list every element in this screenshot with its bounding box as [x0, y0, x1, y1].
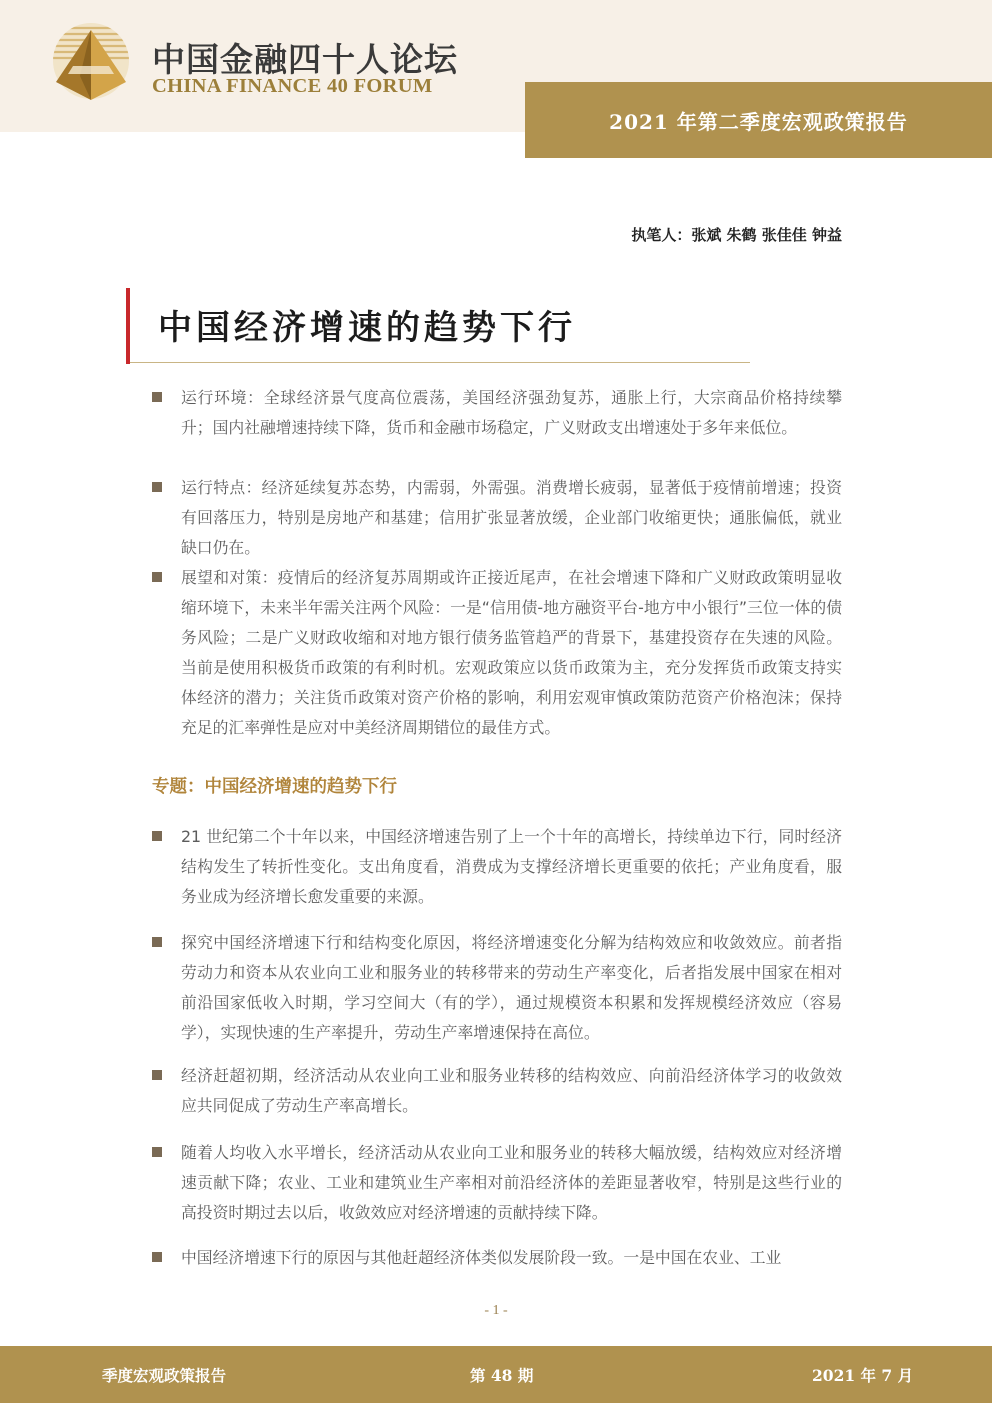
forum-logo-icon	[50, 20, 132, 104]
bullet-square-icon	[152, 482, 162, 492]
footer-band	[0, 1346, 992, 1403]
summary-item-text: 运行环境：全球经济景气度高位震荡，美国经济强劲复苏，通胀上行，大宗商品价格持续攀升；国内社融增速持续下降，货币和金融市场稳定，广义财政支出增速处于多年来低位。	[181, 388, 842, 437]
bullet-square-icon	[152, 1070, 162, 1080]
report-title: 2021 年第二季度宏观政策报告	[609, 109, 908, 134]
summary-item-text: 展望和对策：疫情后的经济复苏周期或许正接近尾声，在社会增速下降和广义财政政策明显收缩环境下，未来半年需关注两个风险：一是“信用债-地方融资平台-地方中小银行”三位一体的债务风险；二是广义财政收缩和对地方银行债务监管趋严的背景下，基建投资存在失速的风险。当前是使用积极货币政策的有利时机。宏观政策应以货币政策为主，充分发挥货币政策支持实体经济的潜力；关注货币政策对资产价格的影响，利用宏观审慎政策防范资产价格泡沫；保持充足的汇率弹性是应对中美经济周期错位的最佳方式。	[181, 568, 842, 737]
section-item	[152, 1138, 842, 1228]
section-item-text: 中国经济增速下行的原因与其他赶超经济体类似发展阶段一致。一是中国在农业、工业	[181, 1248, 782, 1267]
section-item	[152, 1061, 842, 1121]
footer-date: 2021 年 7 月	[812, 1366, 914, 1385]
bullet-square-icon	[152, 1147, 162, 1157]
bullet-square-icon	[152, 937, 162, 947]
footer-report-name: 季度宏观政策报告	[102, 1366, 227, 1385]
brand-english-name: CHINA FINANCE 40 FORUM	[152, 75, 433, 97]
section-item	[152, 1243, 842, 1273]
footer-issue-number: 第 48 期	[470, 1366, 534, 1385]
section-item-text: 21 世纪第二个十年以来，中国经济增速告别了上一个十年的高增长，持续单边下行，同时经济结构发生了转折性变化。支出角度看，消费成为支撑经济增长更重要的依托；产业角度看，服务业成为经济增长愈发重要的来源。	[181, 827, 842, 906]
section-item	[152, 928, 842, 1048]
section-item-text: 随着人均收入水平增长，经济活动从农业向工业和服务业的转移大幅放缓，结构效应对经济增速贡献下降；农业、工业和建筑业生产率相对前沿经济体的差距显著收窄，特别是这些行业的高投资时期过去以后，收敛效应对经济增速的贡献持续下降。	[181, 1143, 842, 1222]
summary-item-text: 运行特点：经济延续复苏态势，内需弱，外需强。消费增长疲弱，显著低于疫情前增速；投资有回落压力，特别是房地产和基建；信用扩张显著放缓，企业部门收缩更快；通胀偏低，就业缺口仍在。	[181, 478, 842, 557]
bullet-square-icon	[152, 572, 162, 582]
authors-line: 执笔人：张斌 朱鹤 张佳佳 钟益	[631, 226, 842, 244]
bullet-square-icon	[152, 392, 162, 402]
summary-item	[152, 473, 842, 563]
section-item	[152, 822, 842, 912]
title-accent-bar	[126, 288, 130, 364]
brand-chinese-name: 中国金融四十人论坛	[152, 40, 458, 79]
summary-item	[152, 563, 842, 743]
bullet-square-icon	[152, 1252, 162, 1262]
section-item-text: 经济赶超初期，经济活动从农业向工业和服务业转移的结构效应、向前沿经济体学习的收敛效应共同促成了劳动生产率高增长。	[181, 1066, 842, 1115]
bullet-square-icon	[152, 831, 162, 841]
page-number: - 1 -	[484, 1303, 508, 1318]
section-item-text: 探究中国经济增速下行和结构变化原因，将经济增速变化分解为结构效应和收敛效应。前者指劳动力和资本从农业向工业和服务业的转移带来的劳动生产率变化，后者指发展中国家在相对前沿国家低收入时期，学习空间大（有的学），通过规模资本积累和发挥规模经济效应（容易学），实现快速的生产率提升，劳动生产率增速保持在高位。	[181, 933, 842, 1042]
section-heading: 专题：中国经济增速的趋势下行	[152, 777, 397, 797]
page-title: 中国经济增速的趋势下行	[158, 308, 576, 348]
title-underline	[130, 362, 750, 363]
summary-item	[152, 383, 842, 443]
report-title-tag	[525, 82, 992, 158]
